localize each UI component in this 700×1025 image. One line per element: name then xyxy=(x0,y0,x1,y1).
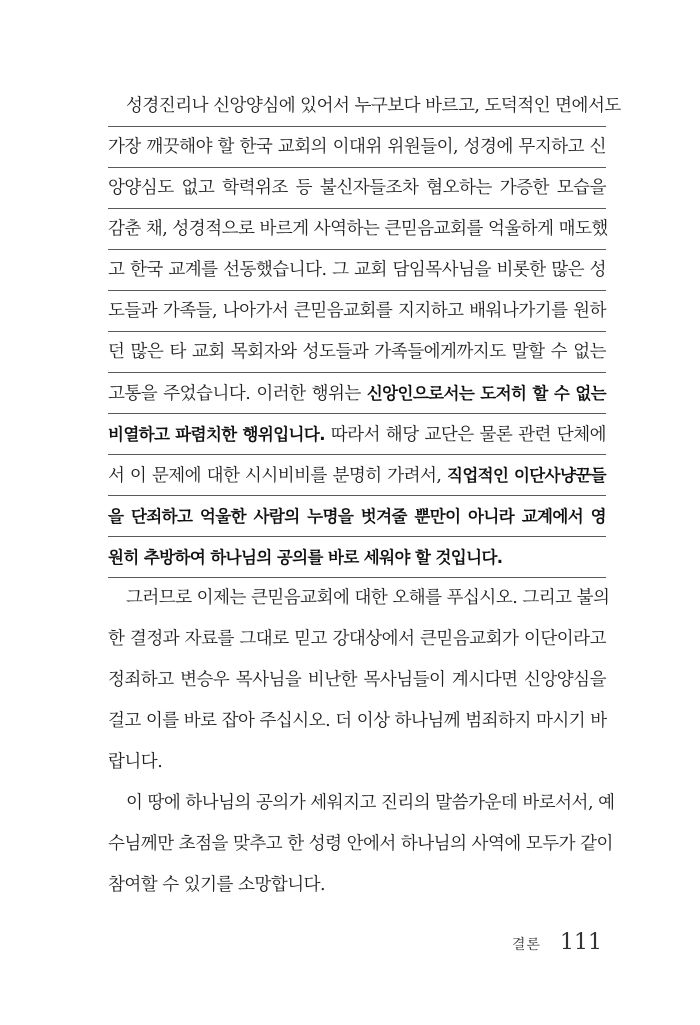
text-line: 감춘 채, 성경적으로 바르게 사역하는 큰믿음교회를 억울하게 매도했 xyxy=(108,209,606,250)
text-line: 가장 깨끗해야 할 한국 교회의 이대위 위원들이, 성경에 무지하고 신 xyxy=(108,127,606,168)
text-line: 참여할 수 있기를 소망합니다. xyxy=(108,875,326,895)
text-line: 던 많은 타 교회 목회자와 성도들과 가족들에게까지도 말할 수 없는 xyxy=(108,332,606,373)
page-footer xyxy=(512,930,602,955)
text-line: 랍니다. xyxy=(108,752,163,772)
page-body xyxy=(108,86,621,906)
emphasis-text: 직업적인 이단사냥꾼들 xyxy=(447,466,606,485)
text-line: 수님께만 초점을 맞추고 한 성령 안에서 하나님의 사역에 모두가 같이 xyxy=(108,834,613,854)
text-line xyxy=(108,537,606,578)
text-line: 앙양심도 없고 학력위조 등 불신자들조차 혐오하는 가증한 모습을 xyxy=(108,168,606,209)
text-line: 한 결정과 자료를 그대로 믿고 강대상에서 큰믿음교회가 이단이라고 xyxy=(108,629,606,649)
emphasis-text: 을 단죄하고 억울한 사람의 누명을 벗겨줄 뿐만이 아니라 교계에서 영 xyxy=(108,507,606,526)
section-label: 결론 xyxy=(511,937,541,953)
text-line: 성경진리나 신앙양심에 있어서 누구보다 바르고, 도덕적인 면에서도 xyxy=(108,86,606,127)
emphasis-text: 원히 추방하여 하나님의 공의를 바로 세워야 할 것입니다. xyxy=(108,548,503,567)
text-line: 이 땅에 하나님의 공의가 세워지고 진리의 말씀가운데 바로서서, 예 xyxy=(126,793,615,813)
text-line: 정죄하고 변승우 목사님을 비난한 목사님들이 계시다면 신앙양심을 xyxy=(108,670,606,690)
text-line: 고통을 주었습니다. 이러한 행위는 신앙인으로서는 도저히 할 수 없는 xyxy=(108,373,606,414)
text-line: 도들과 가족들, 나아가서 큰믿음교회를 지지하고 배워나가기를 원하 xyxy=(108,291,606,332)
text-line: 비열하고 파렴치한 행위입니다. 따라서 해당 교단은 물론 관련 단체에 xyxy=(108,414,606,455)
text-line: 그러므로 이제는 큰믿음교회에 대한 오해를 푸십시오. 그리고 불의 xyxy=(126,588,610,608)
emphasis-text: 비열하고 파렴치한 행위입니다. xyxy=(108,425,325,444)
page-number: 111 xyxy=(560,930,602,955)
text-line: 서 이 문제에 대한 시시비비를 분명히 가려서, 직업적인 이단사냥꾼들 xyxy=(108,455,606,496)
text-line: 걸고 이를 바로 잡아 주십시오. 더 이상 하나님께 범죄하지 마시기 바 xyxy=(108,711,607,731)
emphasis-text: 신앙인으로서는 도저히 할 수 없는 xyxy=(366,384,606,403)
text-line xyxy=(108,496,606,537)
text-line: 고 한국 교계를 선동했습니다. 그 교회 담임목사님을 비롯한 많은 성 xyxy=(108,250,606,291)
